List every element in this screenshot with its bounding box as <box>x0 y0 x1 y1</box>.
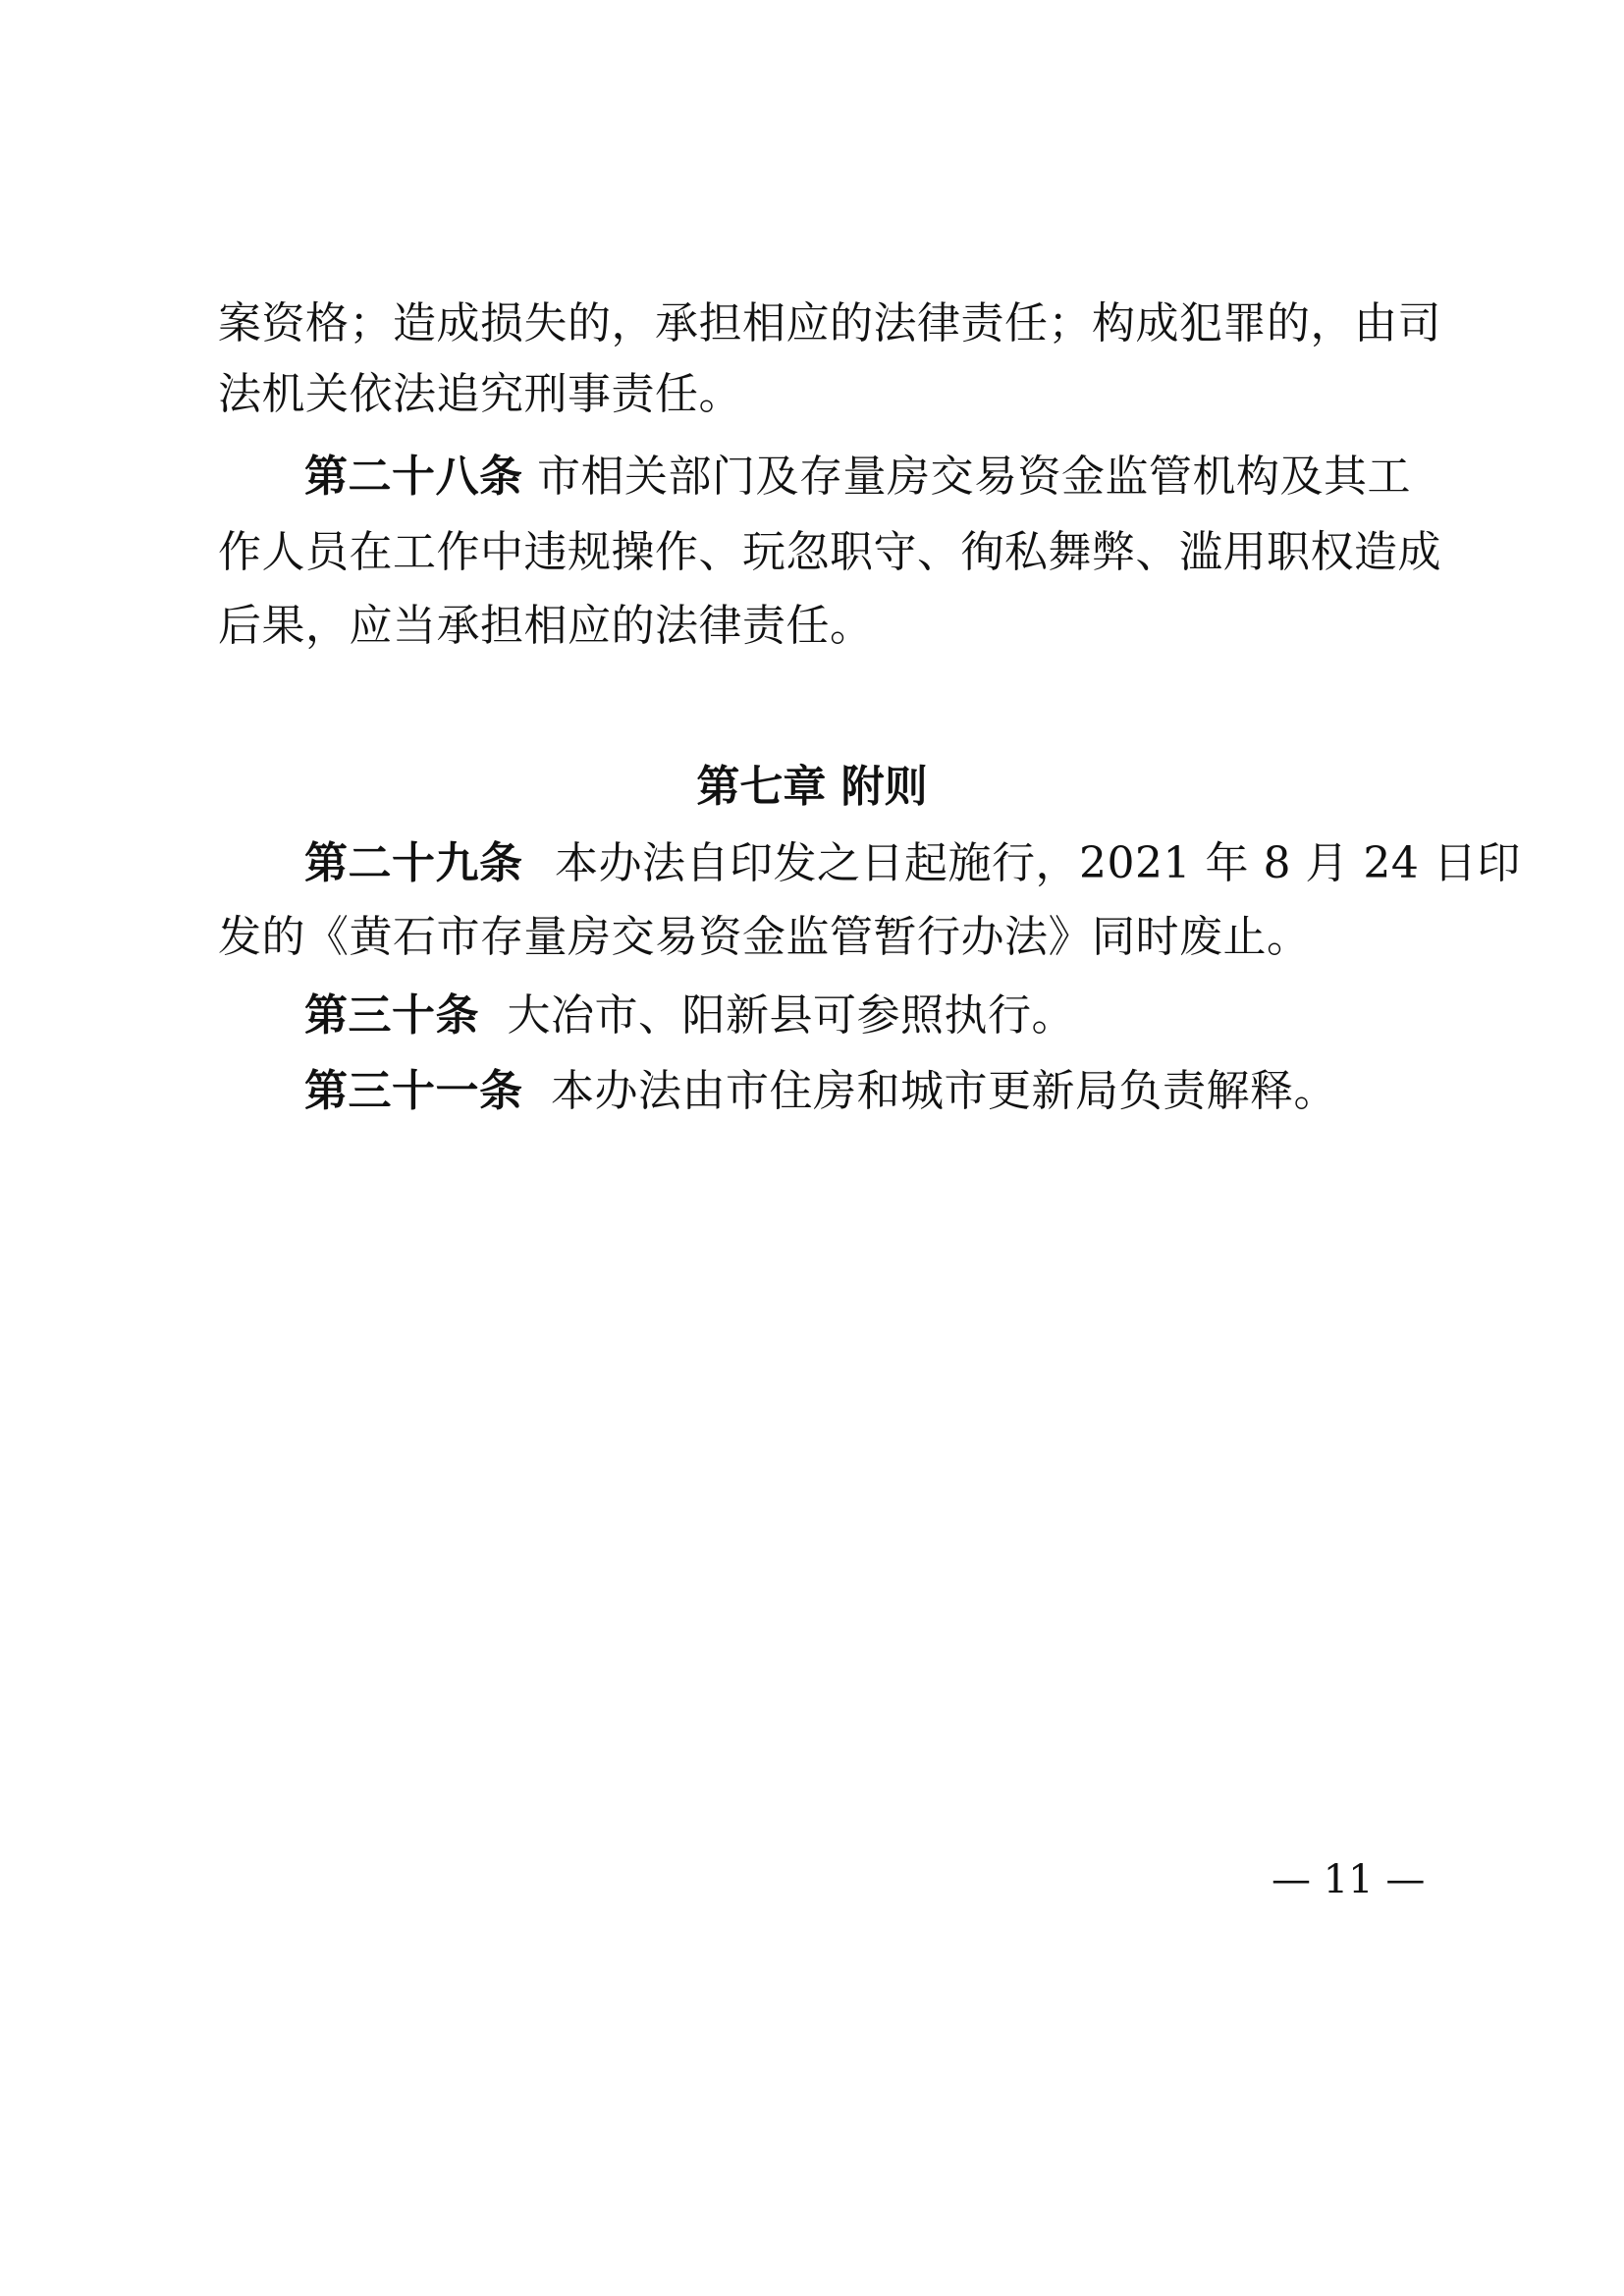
article-28-line-1 <box>304 448 1426 507</box>
article-29-text-1: 本办法自印发之日起施行，2021 年 8 月 24 日印 <box>555 838 1521 888</box>
article-28-text-1: 市相关部门及存量房交易资金监管机构及其工 <box>537 452 1411 502</box>
article-31-heading: 第三十一条 <box>304 1066 523 1116</box>
article-29-line-2: 发的《黄石市存量房交易资金监管暂行办法》同时废止。 <box>218 912 1311 962</box>
article-31-text: 本办法由市住房和城市更新局负责解释。 <box>551 1066 1337 1116</box>
chapter-title: 第七章 附则 <box>696 762 928 812</box>
article-31-line <box>304 1062 1337 1121</box>
page-number: — 11 — <box>1272 1857 1426 1902</box>
article-28-heading: 第二十八条 <box>304 452 523 502</box>
article-28-line-2: 作人员在工作中违规操作、玩忽职守、徇私舞弊、滥用职权造成 <box>218 527 1441 577</box>
article-30-heading: 第三十条 <box>304 990 479 1041</box>
article-30-line <box>304 987 1075 1045</box>
paragraph-continuation-line-1: 案资格；造成损失的，承担相应的法律责任；构成犯罪的，由司 <box>218 298 1441 348</box>
article-29-line-1 <box>304 834 1521 893</box>
article-29-heading: 第二十九条 <box>304 838 523 888</box>
paragraph-continuation-line-2: 法机关依法追究刑事责任。 <box>218 369 742 419</box>
article-28-line-3: 后果，应当承担相应的法律责任。 <box>218 601 874 651</box>
article-30-text: 大冶市、阳新县可参照执行。 <box>507 990 1075 1041</box>
